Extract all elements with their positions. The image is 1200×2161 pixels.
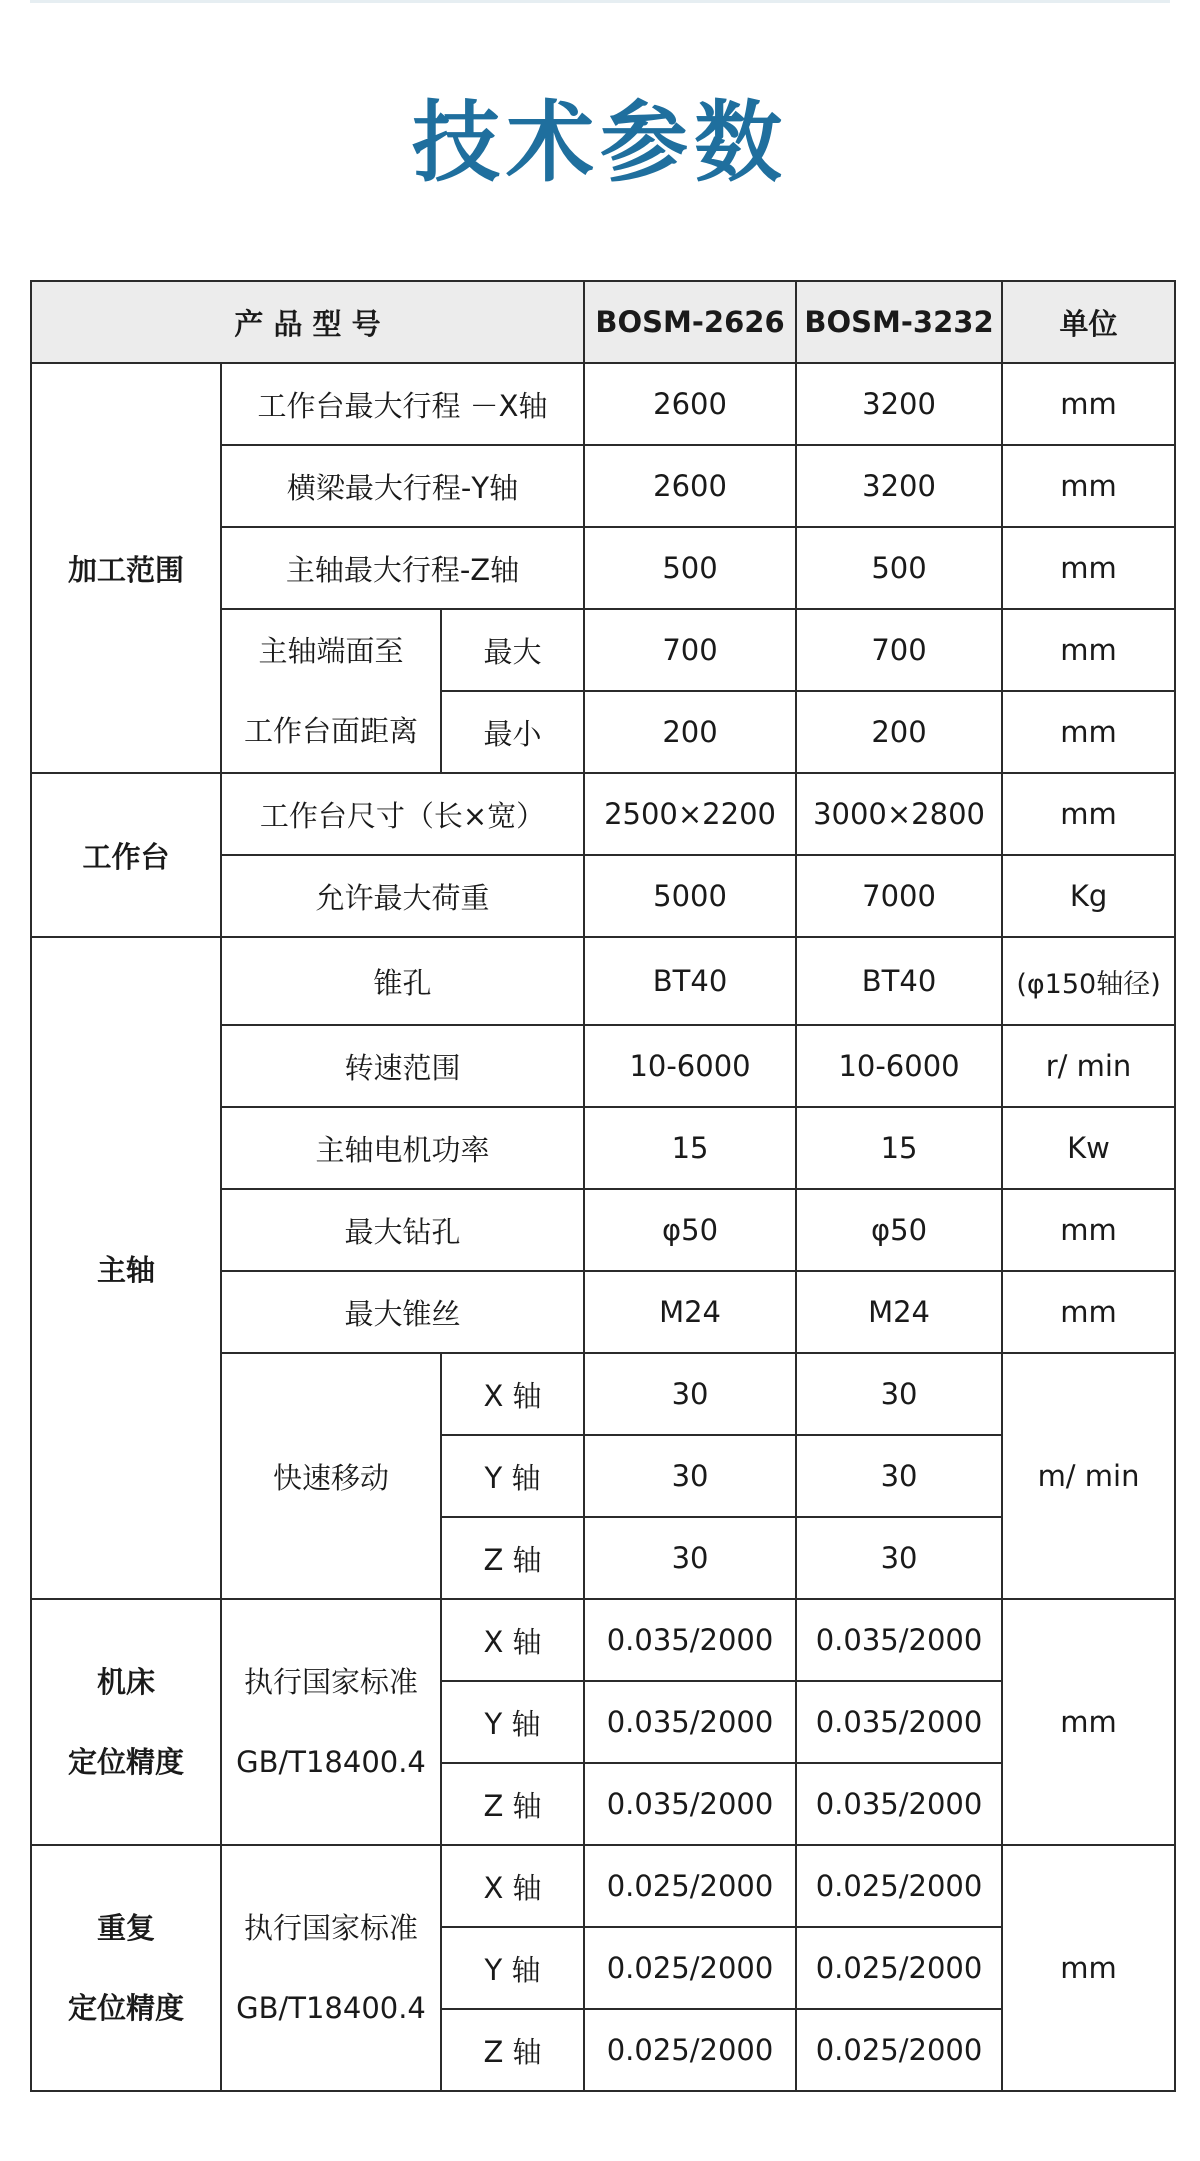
cell-value: M24 [584,1271,796,1353]
table-row [31,1845,1175,1927]
cell-value: 30 [796,1517,1002,1599]
cell-value: 30 [584,1435,796,1517]
cell-value: 0.025/2000 [796,1845,1002,1927]
cell-value: 10-6000 [584,1025,796,1107]
table-row [31,937,1175,1025]
cell-value: 200 [796,691,1002,773]
group-repeat [31,1845,221,2091]
cell-unit: mm [1002,445,1175,527]
row-label: 最大 [441,609,584,691]
row-label: 最小 [441,691,584,773]
cell-unit: Kg [1002,855,1175,937]
row-label: 主轴最大行程-Z轴 [221,527,584,609]
axis-label: Y 轴 [441,1435,584,1517]
axis-label: X 轴 [441,1353,584,1435]
axis-label: X 轴 [441,1845,584,1927]
group-positioning [31,1599,221,1845]
rapid-label: 快速移动 [221,1353,441,1599]
cell-value: BT40 [584,937,796,1025]
spec-table [30,280,1176,2092]
group-table: 工作台 [31,773,221,937]
cell-value: 500 [796,527,1002,609]
cell-unit: mm [1002,1271,1175,1353]
std-line1: 执行国家标准 [243,1911,418,1945]
cell-value: M24 [796,1271,1002,1353]
axis-label: Z 轴 [441,1517,584,1599]
std-line2: GB/T18400.4 [236,1745,426,1779]
cell-unit: Kw [1002,1107,1175,1189]
cell-value: 3200 [796,363,1002,445]
cell-value: 0.025/2000 [584,2009,796,2091]
row-label: 锥孔 [221,937,584,1025]
cell-value: 700 [796,609,1002,691]
row-label: 最大锥丝 [221,1271,584,1353]
axis-label: Y 轴 [441,1681,584,1763]
row-label: 最大钻孔 [221,1189,584,1271]
cell-value: 0.035/2000 [796,1681,1002,1763]
cell-value: 0.035/2000 [584,1681,796,1763]
dist-label-line2: 工作台面距离 [243,714,418,748]
cell-unit: mm [1002,363,1175,445]
group-positioning-line2: 定位精度 [67,1745,184,1779]
dist-label-line1: 主轴端面至 [258,634,404,668]
cell-value: 2600 [584,445,796,527]
cell-value: 3200 [796,445,1002,527]
group-repeat-line2: 定位精度 [67,1991,184,2025]
axis-label: X 轴 [441,1599,584,1681]
cell-unit: mm [1002,1845,1175,2091]
cell-value: 3000×2800 [796,773,1002,855]
cell-unit: mm [1002,1189,1175,1271]
cell-value: 30 [584,1517,796,1599]
cell-unit: mm [1002,691,1175,773]
cell-unit: r/ min [1002,1025,1175,1107]
cell-value: 700 [584,609,796,691]
header-col-bosm-3232: BOSM-3232 [796,281,1002,363]
cell-value: 0.035/2000 [796,1599,1002,1681]
row-label: 允许最大荷重 [221,855,584,937]
cell-value: 200 [584,691,796,773]
dist-label [221,609,441,773]
cell-value: 0.035/2000 [584,1763,796,1845]
group-repeat-line1: 重复 [96,1911,155,1945]
cell-value: 0.025/2000 [584,1927,796,2009]
cell-value: 30 [796,1353,1002,1435]
cell-unit: m/ min [1002,1353,1175,1599]
cell-value: 500 [584,527,796,609]
std-label [221,1845,441,2091]
cell-value: 15 [796,1107,1002,1189]
cell-unit: mm [1002,527,1175,609]
cell-value: 0.035/2000 [796,1763,1002,1845]
axis-label: Y 轴 [441,1927,584,2009]
cell-unit: mm [1002,1599,1175,1845]
cell-value: 0.025/2000 [796,2009,1002,2091]
header-col-bosm-2626: BOSM-2626 [584,281,796,363]
page-title: 技术参数 [411,91,788,194]
std-label [221,1599,441,1845]
row-label: 工作台最大行程 －X轴 [221,363,584,445]
row-label: 转速范围 [221,1025,584,1107]
group-positioning-line1: 机床 [96,1665,155,1699]
table-row [31,363,1175,445]
cell-value: 7000 [796,855,1002,937]
cell-value: 2500×2200 [584,773,796,855]
cell-unit: mm [1002,773,1175,855]
cell-value: φ50 [796,1189,1002,1271]
cell-value: 5000 [584,855,796,937]
row-label: 横梁最大行程-Y轴 [221,445,584,527]
cell-value: 0.035/2000 [584,1599,796,1681]
group-spindle: 主轴 [31,937,221,1599]
row-label: 主轴电机功率 [221,1107,584,1189]
axis-label: Z 轴 [441,2009,584,2091]
cell-value: 30 [584,1353,796,1435]
cell-unit: mm [1002,609,1175,691]
top-divider [30,0,1170,3]
cell-value: BT40 [796,937,1002,1025]
cell-value: 15 [584,1107,796,1189]
cell-value: 10-6000 [796,1025,1002,1107]
cell-value: 30 [796,1435,1002,1517]
header-unit: 单位 [1002,281,1175,363]
row-label: 工作台尺寸（长×宽） [221,773,584,855]
std-line2: GB/T18400.4 [236,1991,426,2025]
cell-value: 0.025/2000 [796,1927,1002,2009]
cell-value: 0.025/2000 [584,1845,796,1927]
table-header-row [31,281,1175,363]
cell-value: φ50 [584,1189,796,1271]
std-line1: 执行国家标准 [243,1665,418,1699]
cell-unit: (φ150轴径) [1002,937,1175,1025]
table-row [31,773,1175,855]
cell-value: 2600 [584,363,796,445]
table-row [31,1599,1175,1681]
axis-label: Z 轴 [441,1763,584,1845]
group-range: 加工范围 [31,363,221,773]
header-model: 产 品 型 号 [31,281,584,363]
